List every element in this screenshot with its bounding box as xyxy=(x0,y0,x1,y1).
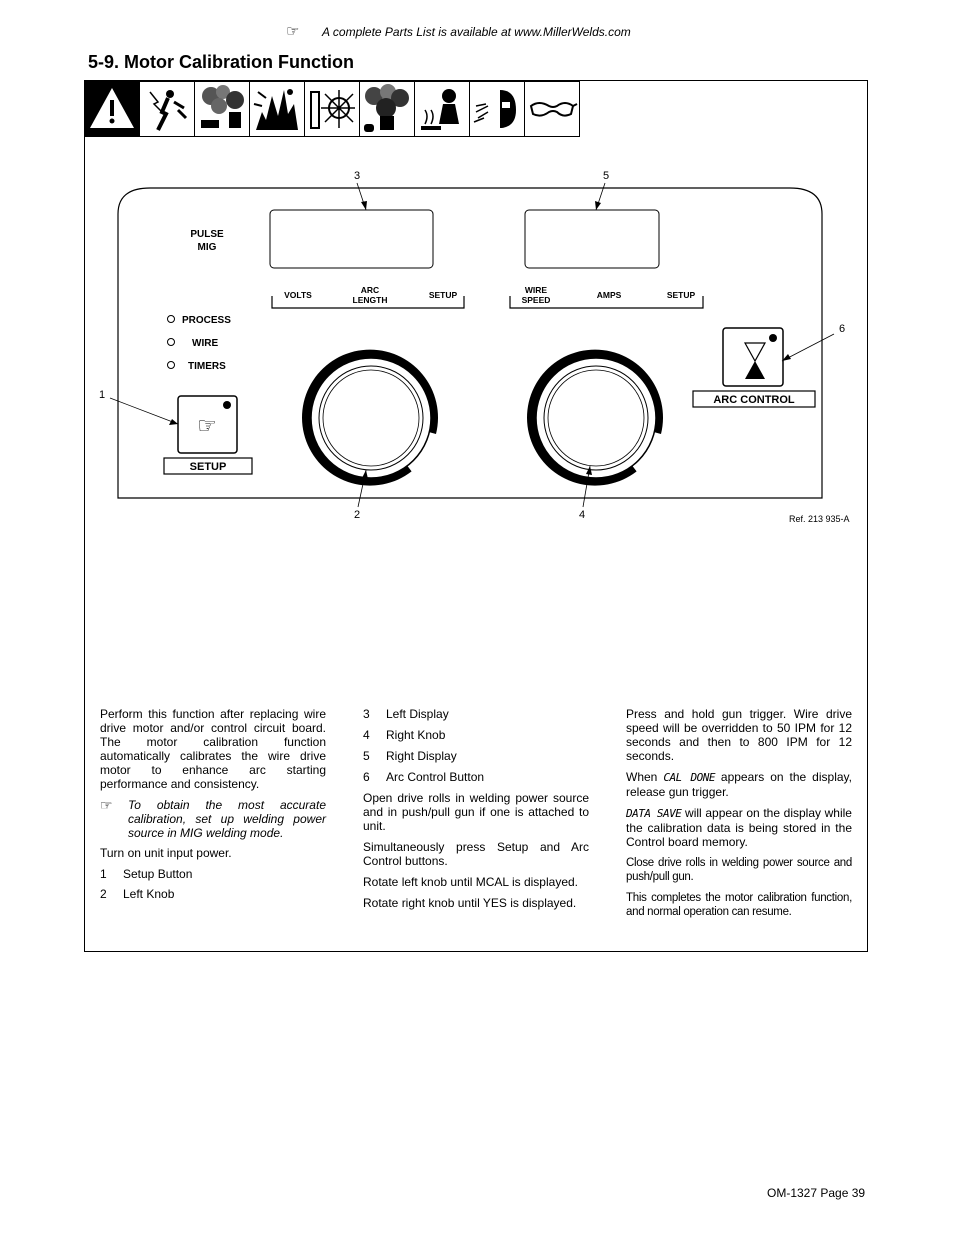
item-number: 6 xyxy=(363,770,370,784)
step-press-buttons: Simultaneously press Setup and Arc Control buttons. xyxy=(363,840,589,868)
step-close-drive-rolls: Close drive rolls in welding power source and push/pull gun. xyxy=(626,857,852,883)
callout-6: 6 xyxy=(839,323,846,335)
arc-control-button[interactable] xyxy=(723,328,783,386)
item-number: 2 xyxy=(100,887,107,901)
step-complete: This completes the motor calibration function, and normal operation can resume. xyxy=(626,892,852,918)
page-footer: OM-1327 Page 39 xyxy=(767,1186,866,1200)
parts-list-note-text: A complete Parts List is available at www.MillerWelds.com xyxy=(322,25,631,39)
item-number: 3 xyxy=(363,707,370,721)
volts-label: VOLTS xyxy=(284,290,312,300)
timers-indicator-label: TIMERS xyxy=(188,361,226,372)
right-knob[interactable] xyxy=(527,350,663,486)
amps-label: AMPS xyxy=(596,290,622,300)
callout-1-leader xyxy=(110,398,178,424)
item-label: Right Knob xyxy=(386,728,446,742)
step-cal-done-post: appears on the display, release gun trigger. xyxy=(626,770,852,799)
data-save-display-text: DATA SAVE xyxy=(626,807,682,820)
item-label: Right Display xyxy=(386,749,457,763)
intro-paragraph: Perform this function after replacing wire drive motor and/or control circuit board. The motor calibration function automatically calibrates the wire drive motor to enhance arc starting performance and consistency. xyxy=(100,707,326,791)
list-item xyxy=(363,749,589,763)
timers-indicator-led xyxy=(168,362,175,369)
item-label: Arc Control Button xyxy=(386,770,485,784)
item-label: Setup Button xyxy=(123,867,193,881)
control-panel-diagram xyxy=(0,0,954,560)
calibration-note xyxy=(100,798,326,840)
step-open-drive-rolls: Open drive rolls in welding power source and in push/pull gun if one is attached to unit. xyxy=(363,791,589,833)
list-item xyxy=(363,770,589,784)
calibration-note-text: To obtain the most accurate calibration, set up welding power source in MIG welding mode. xyxy=(128,798,326,840)
step-data-save xyxy=(626,806,852,849)
item-number: 5 xyxy=(363,749,370,763)
left-knob[interactable] xyxy=(302,350,438,486)
callout-4: 4 xyxy=(579,509,586,521)
process-indicator-led xyxy=(168,316,175,323)
pointing-hand-icon: ☞ xyxy=(100,797,113,813)
step-rotate-right-knob: Rotate right knob until YES is displayed. xyxy=(363,896,577,910)
mode-label-pulse: PULSE xyxy=(190,229,224,240)
instructions-column-3 xyxy=(626,707,852,926)
pointing-hand-icon: ☞ xyxy=(286,23,300,40)
cal-done-display-text: CAL DONE xyxy=(663,771,715,784)
list-item xyxy=(363,707,589,721)
step-cal-done xyxy=(626,770,852,799)
arc-control-button-label: ARC CONTROL xyxy=(713,394,795,406)
callout-5: 5 xyxy=(603,170,610,182)
right-display xyxy=(525,210,659,268)
pointing-hand-icon: ☞ xyxy=(197,414,217,439)
process-indicator-label: PROCESS xyxy=(182,315,231,326)
reference-number: Ref. 213 935-A xyxy=(789,514,850,524)
list-item xyxy=(363,728,589,742)
instructions-column-2 xyxy=(363,707,589,917)
left-display xyxy=(270,210,433,268)
step-rotate-left-knob: Rotate left knob until MCAL is displayed. xyxy=(363,875,578,889)
callout-1: 1 xyxy=(99,389,106,401)
item-number: 1 xyxy=(100,867,107,881)
arc-label: ARC LENGTH xyxy=(352,285,388,305)
item-number: 4 xyxy=(363,728,370,742)
item-label: Left Knob xyxy=(123,887,175,901)
left-setup-label: SETUP xyxy=(428,290,458,300)
mode-label-mig: MIG xyxy=(197,242,217,253)
callout-2: 2 xyxy=(354,509,361,521)
list-item xyxy=(100,867,326,881)
setup-button[interactable] xyxy=(178,396,237,453)
turn-on-step: Turn on unit input power. xyxy=(100,846,232,860)
step-data-save-post: will appear on the display while the calibration data is being stored in the Control board memory. xyxy=(626,806,852,849)
list-item xyxy=(100,887,326,901)
wire-indicator-label: WIRE xyxy=(192,338,219,349)
wire-indicator-led xyxy=(168,339,175,346)
callout-3: 3 xyxy=(354,170,361,182)
step-cal-done-pre: When xyxy=(626,770,658,784)
item-label: Left Display xyxy=(386,707,449,721)
callout-6-leader xyxy=(782,334,834,361)
wire-speed-label: WIRE SPEED xyxy=(521,285,551,305)
right-setup-label: SETUP xyxy=(666,290,696,300)
setup-button-label: SETUP xyxy=(189,461,227,473)
instructions-column-1 xyxy=(100,707,326,907)
step-press-trigger: Press and hold gun trigger. Wire drive speed will be overridden to 50 IPM for 12 seconds and then to 800 IPM for 12 seconds. xyxy=(626,707,852,763)
section-title: 5-9. Motor Calibration Function xyxy=(88,52,354,72)
